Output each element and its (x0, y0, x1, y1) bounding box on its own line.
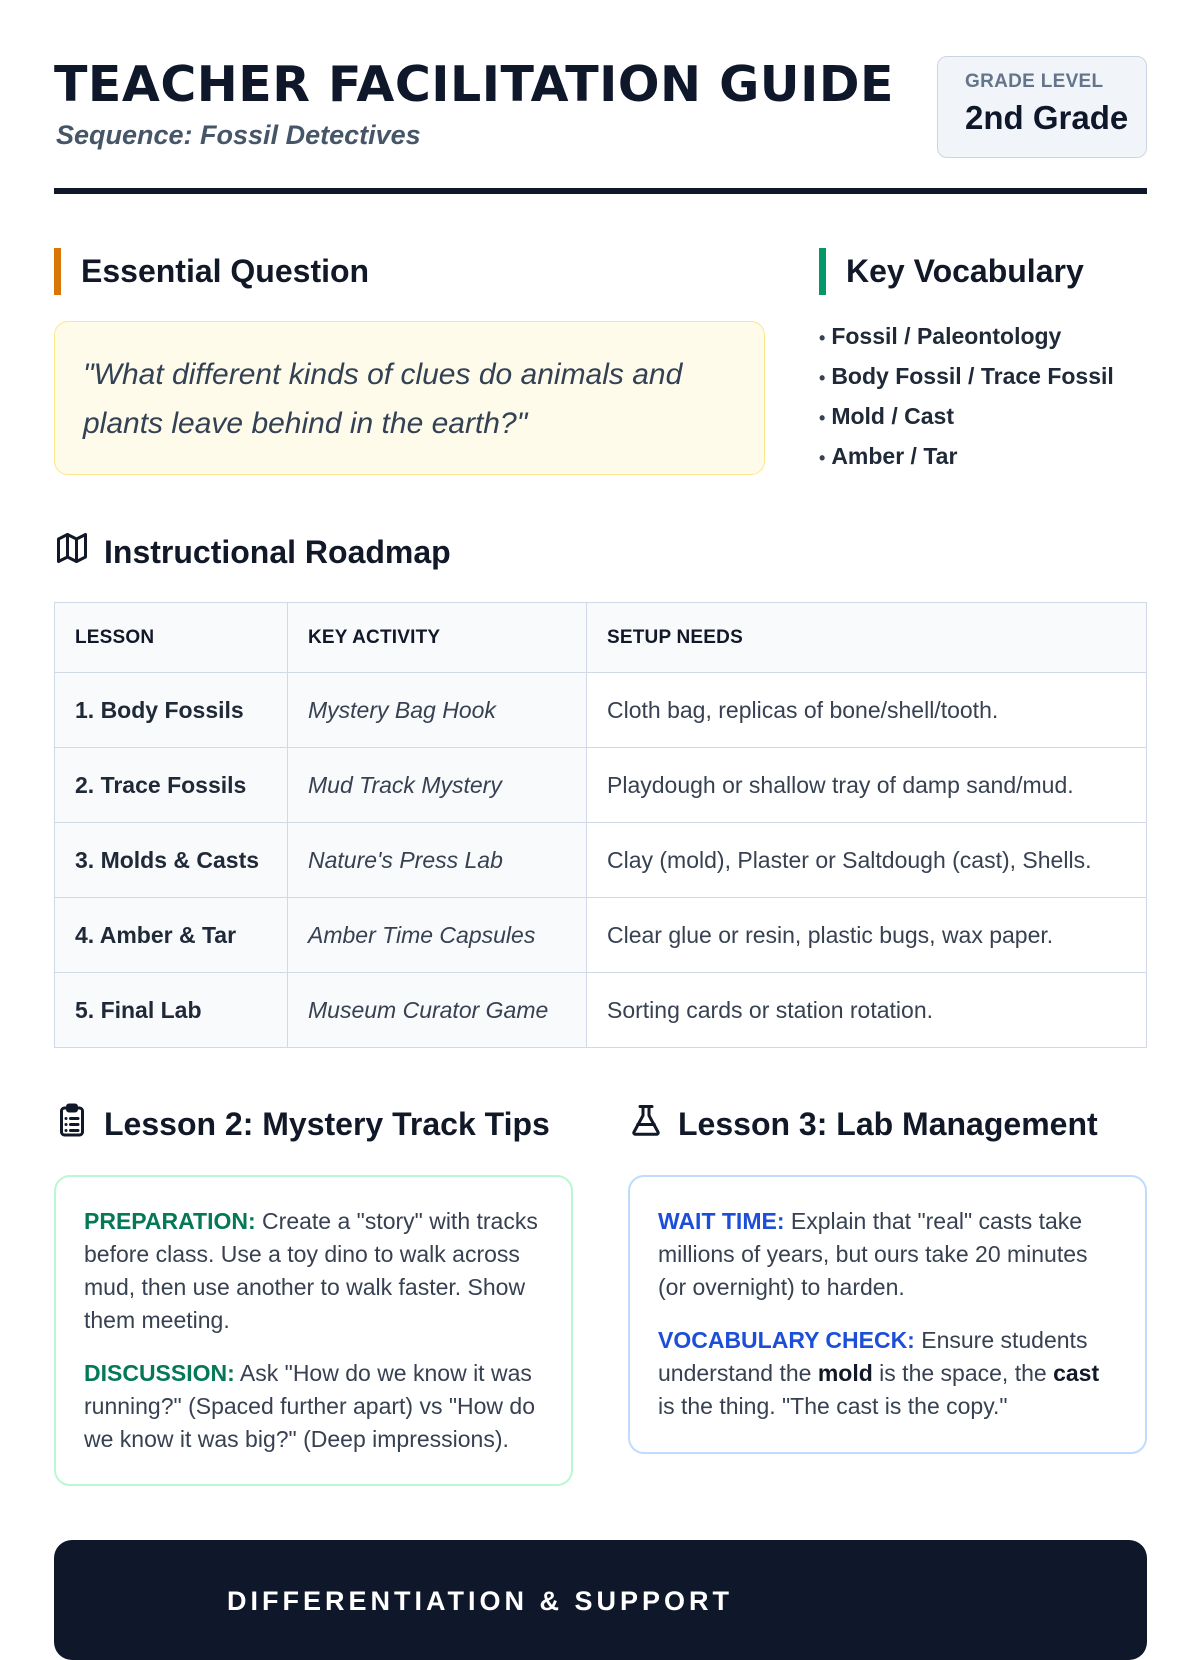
lesson3-heading (628, 1102, 1098, 1146)
mold-term: mold (817, 1360, 873, 1386)
lesson3-tips-box (628, 1175, 1147, 1454)
table-row (55, 748, 1147, 823)
lesson2-title: Lesson 2: Mystery Track Tips (104, 1105, 550, 1142)
setup-cell: Clear glue or resin, plastic bugs, wax paper. (587, 898, 1147, 973)
roadmap-heading (54, 530, 451, 574)
setup-cell: Clay (mold), Plaster or Saltdough (cast), Shells. (587, 823, 1147, 898)
setup-cell: Cloth bag, replicas of bone/shell/tooth. (587, 673, 1147, 748)
activity-cell: Amber Time Capsules (288, 898, 587, 973)
activity-cell: Nature's Press Lab (288, 823, 587, 898)
grade-level-label: GRADE LEVEL (965, 71, 1104, 92)
lesson-cell: 4. Amber & Tar (55, 898, 288, 973)
preparation-tip (84, 1205, 543, 1337)
lesson2-tips-box (54, 1175, 573, 1486)
header (54, 54, 1147, 194)
essential-question-box (54, 321, 765, 475)
preparation-text: Create a "story" with tracks before class. Use a toy dino to walk across mud, then use another to walk faster. Show them meeting. (84, 1208, 538, 1333)
vocabulary-item: • Amber / Tar (819, 438, 1114, 478)
vocabulary-check-label: VOCABULARY CHECK: (658, 1327, 915, 1353)
essential-question-text: "What different kinds of clues do animals and plants leave behind in the earth?" (83, 358, 683, 440)
vocabulary-list (819, 318, 1114, 478)
lesson-cell: 3. Molds & Casts (55, 823, 288, 898)
column-header-activity: KEY ACTIVITY (288, 603, 587, 673)
lesson-cell: 2. Trace Fossils (55, 748, 288, 823)
activity-cell: Mud Track Mystery (288, 748, 587, 823)
lesson-cell: 5. Final Lab (55, 973, 288, 1048)
lesson2-heading (54, 1102, 550, 1146)
vocabulary-item: • Body Fossil / Trace Fossil (819, 358, 1114, 398)
banner-title: DIFFERENTIATION & SUPPORT (227, 1586, 734, 1616)
table-header-row (55, 603, 1147, 673)
grade-level-value: 2nd Grade (965, 99, 1129, 136)
key-vocabulary-title: Key Vocabulary (846, 253, 1084, 289)
grade-level-box (937, 56, 1147, 158)
table-row (55, 673, 1147, 748)
wait-time-tip (658, 1205, 1117, 1304)
wait-time-text: Explain that "real" casts take millions of years, but ours take 20 minutes (or overnight) to harden. (658, 1208, 1088, 1300)
column-header-lesson: LESSON (55, 603, 288, 673)
vocabulary-check-text: is the space, the (872, 1360, 1054, 1386)
page-title: TEACHER FACILITATION GUIDE (54, 56, 894, 113)
table-row (55, 823, 1147, 898)
differentiation-banner (54, 1540, 1147, 1660)
essential-question-title: Essential Question (81, 253, 370, 289)
cast-term: cast (1053, 1360, 1100, 1386)
vocabulary-item: • Fossil / Paleontology (819, 318, 1114, 358)
page-subtitle: Sequence: Fossil Detectives (56, 120, 421, 150)
table-row (55, 973, 1147, 1048)
lesson-cell: 1. Body Fossils (55, 673, 288, 748)
activity-cell: Mystery Bag Hook (288, 673, 587, 748)
page (54, 0, 1147, 1616)
vocabulary-check-tip (658, 1324, 1117, 1423)
preparation-label: PREPARATION: (84, 1208, 256, 1234)
key-vocabulary-heading (819, 248, 1084, 295)
column-header-setup: SETUP NEEDS (587, 603, 1147, 673)
discussion-label: DISCUSSION: (84, 1360, 235, 1386)
roadmap-title: Instructional Roadmap (104, 533, 451, 570)
vocabulary-check-text: is the thing. "The cast is the copy." (658, 1393, 1008, 1419)
clipboard-icon (54, 1102, 90, 1146)
map-icon (54, 530, 90, 574)
table-row (55, 898, 1147, 973)
vocabulary-item: • Mold / Cast (819, 398, 1114, 438)
discussion-text: Ask "How do we know it was running?" (Spaced further apart) vs "How do we know it was big?" (Deep impressions). (84, 1360, 536, 1452)
orange-accent-bar (54, 248, 61, 295)
discussion-tip (84, 1357, 543, 1456)
flask-icon (628, 1102, 664, 1146)
wait-time-label: WAIT TIME: (658, 1208, 785, 1234)
green-accent-bar (819, 248, 826, 295)
vocabulary-check-text: Ensure students understand the (658, 1327, 1088, 1386)
essential-question-heading (54, 248, 369, 295)
setup-cell: Sorting cards or station rotation. (587, 973, 1147, 1048)
roadmap-table (54, 602, 1147, 1048)
setup-cell: Playdough or shallow tray of damp sand/mud. (587, 748, 1147, 823)
lesson3-title: Lesson 3: Lab Management (678, 1105, 1098, 1142)
activity-cell: Museum Curator Game (288, 973, 587, 1048)
